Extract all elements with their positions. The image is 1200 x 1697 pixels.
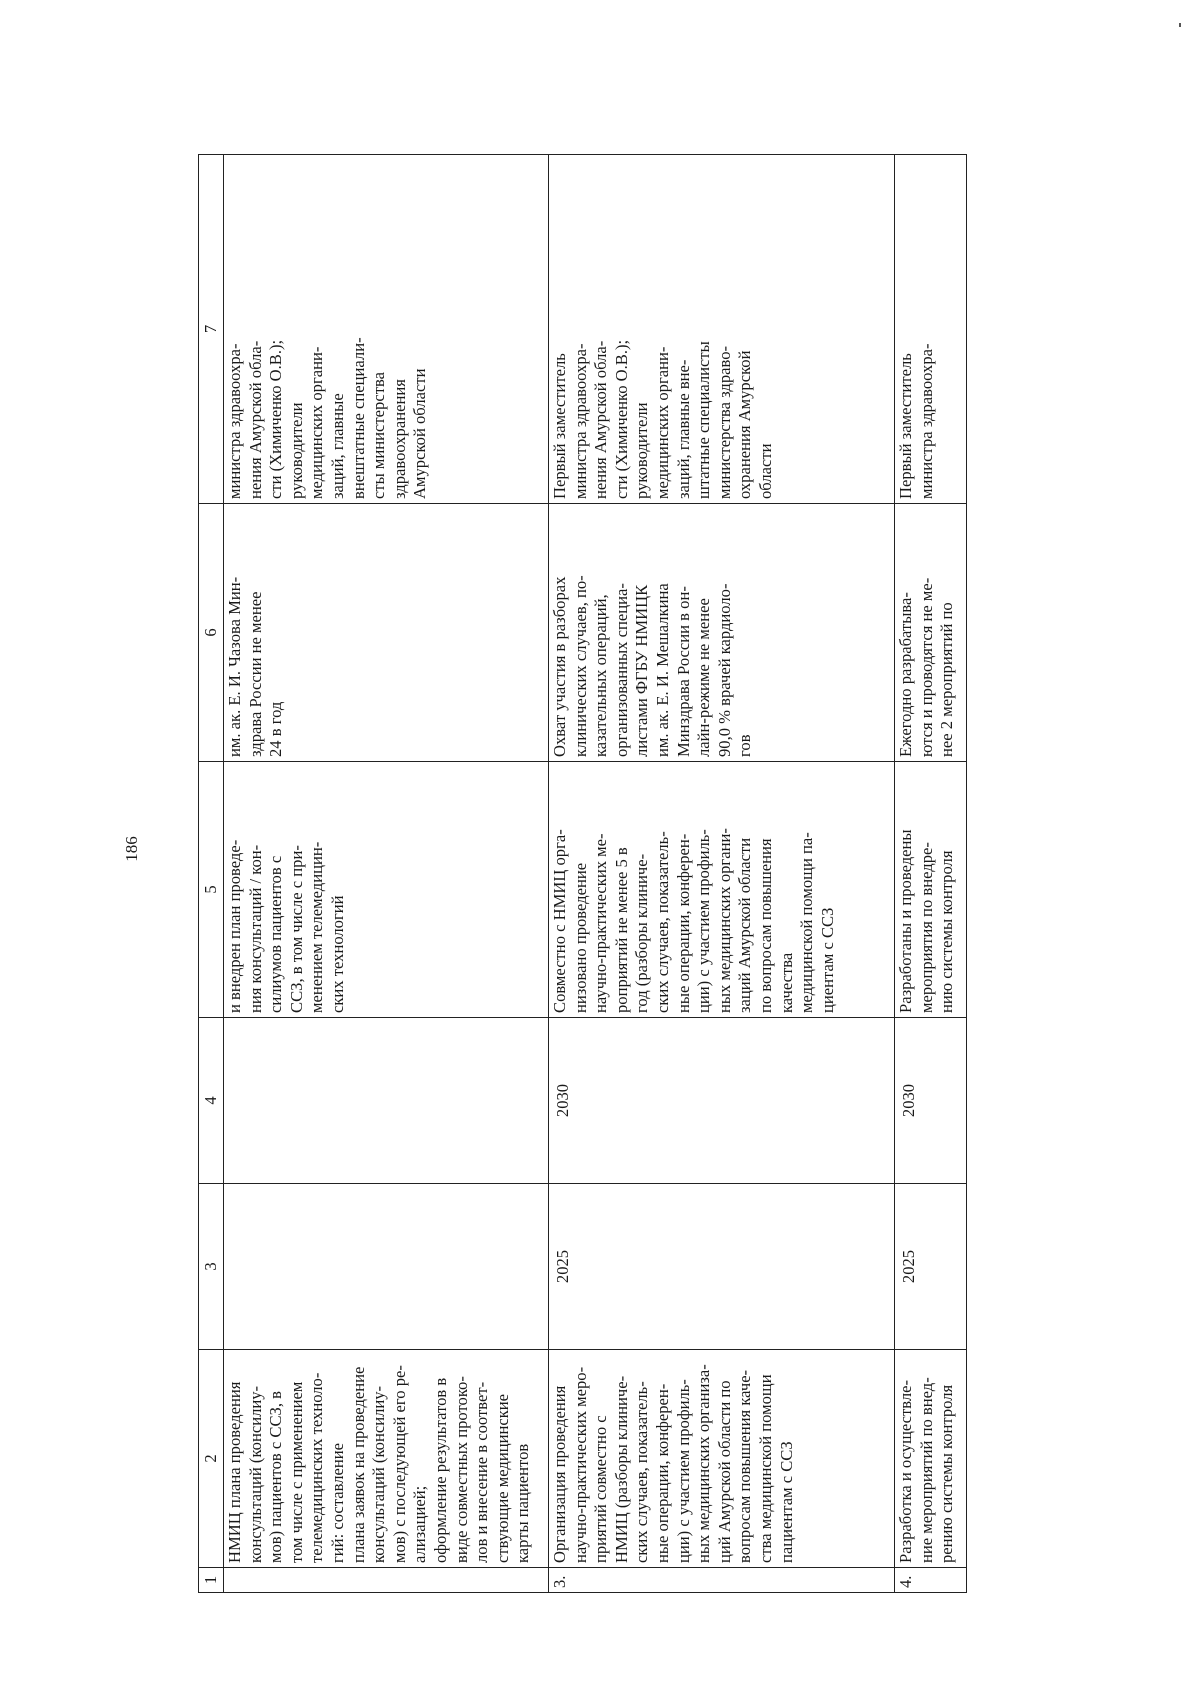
cell-line: ния консультаций / кон- xyxy=(245,844,265,1013)
cell-line: плана заявок на проведение xyxy=(348,1366,368,1563)
cell-line: вопросам повышения каче- xyxy=(735,1369,755,1563)
cell-line: ных медицинских организа- xyxy=(694,1364,714,1563)
cell-line: ских технологий xyxy=(327,895,347,1013)
cell-line: министра здравоохра- xyxy=(916,343,936,499)
cell-line: мов) с последующей его ре- xyxy=(389,1365,409,1563)
cell-line: по вопросам повышения xyxy=(755,838,775,1013)
cell-line: министерства здраво- xyxy=(714,345,734,499)
cell-line: менением телемедицин- xyxy=(307,841,327,1013)
cell-line: заций Амурской области xyxy=(735,837,755,1013)
cell-line: гий: составление xyxy=(327,1443,347,1563)
end-year-cell: 2030 xyxy=(549,1018,895,1184)
responsible-cell xyxy=(895,155,967,504)
cell-line: Первый заместитель xyxy=(550,353,569,499)
cell-line: казательных операций, xyxy=(591,594,611,757)
cell-line: Охват участия в разборах xyxy=(550,576,569,757)
cell-line: организованных специа- xyxy=(611,583,631,757)
column-header-5: 5 xyxy=(199,762,224,1018)
column-header-2: 2 xyxy=(199,1350,224,1568)
cell-line: нения Амурской обла- xyxy=(245,340,265,499)
cell-line: низовано проведение xyxy=(570,862,590,1013)
cell-line: министра здравоохра- xyxy=(225,343,244,499)
cell-line: Первый заместитель xyxy=(896,353,915,499)
cell-line: год (разборы клиниче- xyxy=(632,853,652,1013)
end-year-cell: 2030 xyxy=(895,1018,967,1184)
cell-line: НМИЦ плана проведения xyxy=(225,1381,244,1563)
cell-line: мероприятия по внедре- xyxy=(916,842,936,1013)
cell-line: оформление результатов в xyxy=(430,1377,450,1563)
cell-line: Минздрава России в он- xyxy=(673,586,693,757)
cell-line: приятий совместно с xyxy=(591,1415,611,1563)
cell-line: ние мероприятий по внед- xyxy=(916,1377,936,1563)
cell-line: телемедицинских техноло- xyxy=(307,1372,327,1563)
cell-line: ствующие медицинские xyxy=(492,1393,512,1563)
scan-mark xyxy=(1179,23,1181,27)
result-cell xyxy=(224,762,549,1018)
cell-line: штатные специалисты xyxy=(694,341,714,499)
cell-line: охранения Амурской xyxy=(735,350,755,499)
cell-line: виде совместных протоко- xyxy=(451,1376,471,1563)
cell-line: роприятий не менее 5 в xyxy=(611,847,631,1013)
cell-line: ций Амурской области по xyxy=(714,1380,734,1563)
cell-line: министра здравоохра- xyxy=(570,343,590,499)
cell-line: ССЗ, в том числе с при- xyxy=(286,845,306,1013)
cell-line: им. ак. Е. И. Мешалкина xyxy=(652,583,672,757)
start-year-cell: 2025 xyxy=(549,1184,895,1350)
cell-line: нее 2 мероприятий по xyxy=(937,602,957,757)
cell-line: нию системы контроля xyxy=(937,850,957,1013)
cell-line: карты пациентов xyxy=(513,1443,533,1563)
cell-line: циентам с ССЗ xyxy=(817,907,837,1013)
indicator-cell xyxy=(895,504,967,762)
cell-line: здрава России не менее xyxy=(245,591,265,757)
cell-line: здравоохранения xyxy=(389,379,409,499)
cell-line: Разработка и осуществле- xyxy=(896,1379,915,1563)
cell-line: Разработаны и проведены xyxy=(896,829,915,1013)
cell-line: заций, главные вне- xyxy=(673,359,693,499)
table-body xyxy=(224,155,967,1593)
cell-line: том числе с применением xyxy=(286,1381,306,1563)
cell-line: ализацией; xyxy=(410,1485,430,1563)
measures-table xyxy=(198,154,967,1593)
cell-line: ции) с участием профиль- xyxy=(694,829,714,1013)
column-header-1: 1 xyxy=(199,1568,224,1593)
cell-line: лов и внесение в соответ- xyxy=(472,1381,492,1563)
start-year-cell xyxy=(224,1184,549,1350)
cell-line: клинических случаев, по- xyxy=(570,575,590,757)
activity-cell xyxy=(895,1350,967,1568)
cell-line: мов) пациентов с ССЗ, в xyxy=(266,1391,286,1563)
cell-line: консультаций (консилиу- xyxy=(245,1385,265,1563)
cell-line: сти (Химиченко О.В.); xyxy=(611,339,631,499)
column-header-4: 4 xyxy=(199,1018,224,1184)
table-row xyxy=(224,155,549,1593)
cell-line: нения Амурской обла- xyxy=(591,340,611,499)
cell-line: и внедрен план проведе- xyxy=(225,839,244,1013)
cell-line: ются и проводятся не ме- xyxy=(916,577,936,757)
cell-line: консультаций (консилиу- xyxy=(369,1385,389,1563)
indicator-cell xyxy=(549,504,895,762)
column-header-7: 7 xyxy=(199,155,224,504)
responsible-cell xyxy=(224,155,549,504)
cell-line: 24 в год xyxy=(266,701,286,757)
cell-line: заций, главные xyxy=(327,393,347,499)
cell-line: руководители xyxy=(632,402,652,499)
cell-line: медицинских органи- xyxy=(652,346,672,499)
cell-line: листами ФГБУ НМИЦК xyxy=(632,584,652,757)
cell-line: научно-практических меро- xyxy=(570,1366,590,1563)
activity-cell xyxy=(224,1350,549,1568)
cell-line: внештатные специали- xyxy=(348,337,368,499)
cell-line: области xyxy=(755,443,775,499)
cell-line: ные операции, конферен- xyxy=(652,1383,672,1563)
rotated-table-container xyxy=(198,155,967,1593)
cell-line: ные операции, конферен- xyxy=(673,833,693,1013)
column-header-3: 3 xyxy=(199,1184,224,1350)
cell-line: сти (Химиченко О.В.); xyxy=(266,339,286,499)
table-row xyxy=(549,155,895,1593)
cell-line: ства медицинской помощи xyxy=(755,1374,775,1563)
cell-line: качества xyxy=(776,952,796,1013)
result-cell xyxy=(895,762,967,1018)
cell-line: силиумов пациентов с xyxy=(266,855,286,1013)
cell-line: ции) с участием профиль- xyxy=(673,1379,693,1563)
row-number: 4. xyxy=(895,1568,967,1593)
table-row xyxy=(895,155,967,1593)
cell-line: им. ак. Е. И. Чазова Мин- xyxy=(225,576,244,757)
cell-line: НМИЦ (разборы клиниче- xyxy=(611,1375,631,1563)
page-number: 186 xyxy=(122,836,141,862)
cell-line: пациентам с ССЗ xyxy=(776,1441,796,1563)
end-year-cell xyxy=(224,1018,549,1184)
start-year-cell: 2025 xyxy=(895,1184,967,1350)
cell-line: ских случаев, показатель- xyxy=(652,831,672,1013)
cell-line: лайн-режиме не менее xyxy=(694,598,714,757)
cell-line: руководители xyxy=(286,402,306,499)
cell-line: 90,0 % врачей кардиоло- xyxy=(714,583,734,757)
column-header-6: 6 xyxy=(199,504,224,762)
cell-line: рению системы контроля xyxy=(937,1384,957,1563)
indicator-cell xyxy=(224,504,549,762)
row-number xyxy=(224,1568,549,1593)
cell-line: ских случаев, показатель- xyxy=(632,1381,652,1563)
row-number: 3. xyxy=(549,1568,895,1593)
cell-line: сты министерства xyxy=(369,372,389,499)
cell-line: гов xyxy=(735,734,755,757)
cell-line: медицинских органи- xyxy=(307,346,327,499)
cell-line: Совместно с НМИЦ орга- xyxy=(550,829,569,1013)
activity-cell xyxy=(549,1350,895,1568)
cell-line: Ежегодно разрабатыва- xyxy=(896,592,915,757)
header-row xyxy=(199,155,224,1593)
responsible-cell xyxy=(549,155,895,504)
cell-line: Организация проведения xyxy=(550,1385,569,1563)
cell-line: медицинской помощи па- xyxy=(797,832,817,1013)
cell-line: Амурской области xyxy=(410,368,430,499)
cell-line: ных медицинских органи- xyxy=(714,828,734,1013)
result-cell xyxy=(549,762,895,1018)
cell-line: научно-практических ме- xyxy=(591,833,611,1013)
